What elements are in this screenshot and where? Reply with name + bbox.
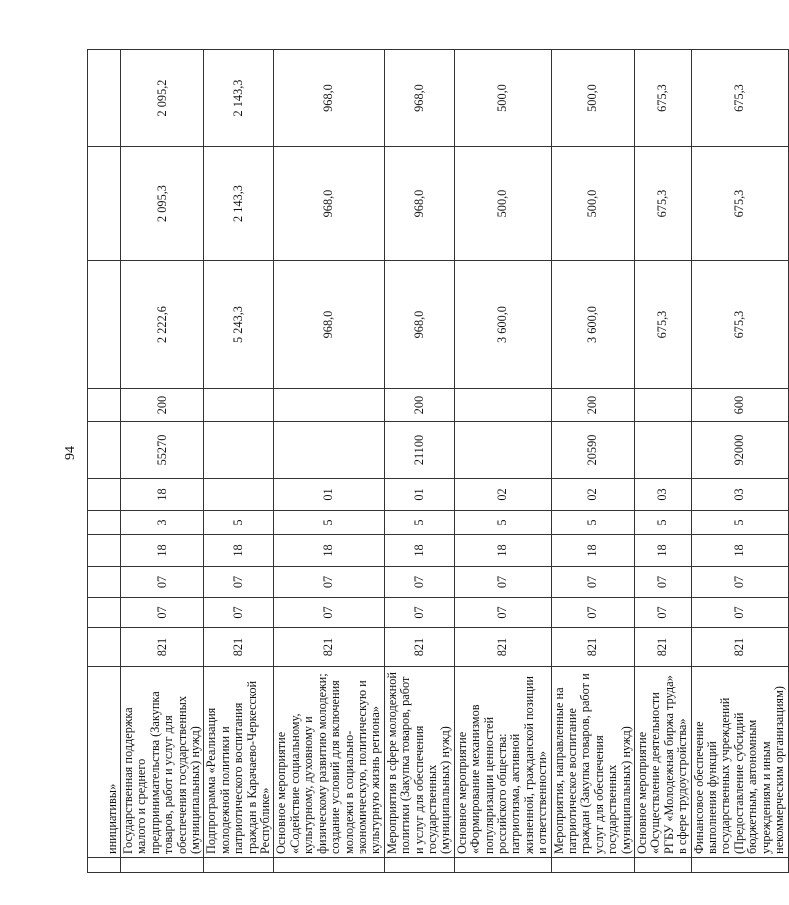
code-cell: 821: [454, 628, 551, 667]
code-cell: 18: [551, 535, 634, 567]
index-cell: [454, 858, 551, 873]
code-cell: 01: [384, 479, 454, 511]
code-cell: 07: [274, 567, 384, 598]
code-cell: 07: [635, 598, 692, 628]
amount-cell: 5 243,3: [204, 261, 274, 389]
amount-cell: 2 143,3: [204, 50, 274, 147]
code-cell: 821: [635, 628, 692, 667]
code-cell: [454, 389, 551, 422]
code-cell: 55270: [121, 422, 204, 479]
index-cell: [551, 858, 634, 873]
index-cell: [691, 858, 788, 873]
table-row: [274, 50, 384, 873]
amount-cell: 675,3: [635, 147, 692, 261]
code-cell: [635, 422, 692, 479]
code-cell: 07: [204, 598, 274, 628]
code-cell: 07: [691, 598, 788, 628]
code-cell: 07: [121, 598, 204, 628]
amount-cell: 500,0: [551, 147, 634, 261]
table-row: [691, 50, 788, 873]
amount-cell: 968,0: [384, 261, 454, 389]
code-cell: [204, 479, 274, 511]
amount-cell: 675,3: [635, 261, 692, 389]
code-cell: 07: [454, 598, 551, 628]
row-description: Подпрограмма «Реализация молодежной политики и патриотического воспитания граждан в Карачаево-Черкесской Республике»: [204, 667, 274, 858]
code-cell: 03: [635, 479, 692, 511]
amount-cell: [88, 147, 121, 261]
index-cell: [204, 858, 274, 873]
code-cell: 18: [454, 535, 551, 567]
code-cell: 5: [204, 511, 274, 535]
amount-cell: 968,0: [384, 147, 454, 261]
row-description: инициативы»: [88, 667, 121, 858]
amount-cell: 968,0: [384, 50, 454, 147]
code-cell: 92000: [691, 422, 788, 479]
amount-cell: 675,3: [691, 261, 788, 389]
amount-cell: 2 095,3: [121, 147, 204, 261]
amount-cell: 675,3: [691, 50, 788, 147]
amount-cell: 675,3: [635, 50, 692, 147]
code-cell: 5: [635, 511, 692, 535]
code-cell: 18: [204, 535, 274, 567]
table-row: [454, 50, 551, 873]
code-cell: 07: [551, 598, 634, 628]
amount-cell: 968,0: [274, 147, 384, 261]
code-cell: [88, 567, 121, 598]
code-cell: [204, 389, 274, 422]
table-row: [88, 50, 121, 873]
code-cell: [635, 389, 692, 422]
index-cell: [274, 858, 384, 873]
code-cell: 07: [551, 567, 634, 598]
amount-cell: 500,0: [551, 50, 634, 147]
row-description: Финансовое обеспечение выполнения функций государственных учреждений (Предоставление субсидий бюджетным, автономным учреждениям и иным некоммерческим организациям): [691, 667, 788, 858]
code-cell: 5: [454, 511, 551, 535]
code-cell: [88, 389, 121, 422]
code-cell: [88, 479, 121, 511]
amount-cell: 2 095,2: [121, 50, 204, 147]
amount-cell: 3 600,0: [551, 261, 634, 389]
code-cell: 821: [691, 628, 788, 667]
row-description: Государственная поддержка малого и среднего предпринимательства (Закупка товаров, работ и услуг для обеспечения государственных (муниципальных) нужд): [121, 667, 204, 858]
code-cell: 02: [454, 479, 551, 511]
table-row: [551, 50, 634, 873]
row-description: Основное мероприятие «Содействие социальному, культурному, духовному и физическому развитию молодежи; создание условий для включения молодежи в социально-экономическую, политическую и культурную жизнь региона»: [274, 667, 384, 858]
amount-cell: 2 143,3: [204, 147, 274, 261]
code-cell: 821: [384, 628, 454, 667]
index-cell: [635, 858, 692, 873]
code-cell: [88, 511, 121, 535]
amount-cell: 2 222,6: [121, 261, 204, 389]
table-row: [204, 50, 274, 873]
code-cell: 01: [274, 479, 384, 511]
table-row: [635, 50, 692, 873]
code-cell: 07: [691, 567, 788, 598]
index-cell: [384, 858, 454, 873]
row-description: Мероприятия, направленные на патриотическое воспитание граждан (Закупка товаров, работ и услуг для обеспечения государственных (муниципальных) нужд): [551, 667, 634, 858]
code-cell: 02: [551, 479, 634, 511]
rotated-table-container: [87, 50, 787, 873]
code-cell: 20590: [551, 422, 634, 479]
code-cell: 5: [551, 511, 634, 535]
row-description: Мероприятия в сфере молодежной политики (Закупка товаров, работ и услуг для обеспечения государственных (муниципальных) нужд): [384, 667, 454, 858]
code-cell: 18: [384, 535, 454, 567]
amount-cell: 968,0: [274, 261, 384, 389]
code-cell: 07: [121, 567, 204, 598]
code-cell: [88, 535, 121, 567]
code-cell: 821: [204, 628, 274, 667]
code-cell: [274, 422, 384, 479]
code-cell: 07: [204, 567, 274, 598]
code-cell: 07: [384, 598, 454, 628]
code-cell: [88, 628, 121, 667]
code-cell: 5: [691, 511, 788, 535]
code-cell: 21100: [384, 422, 454, 479]
amount-cell: 675,3: [691, 147, 788, 261]
code-cell: 5: [274, 511, 384, 535]
budget-table: [87, 49, 789, 873]
code-cell: 600: [691, 389, 788, 422]
code-cell: [88, 422, 121, 479]
index-cell: [88, 858, 121, 873]
amount-cell: 3 600,0: [454, 261, 551, 389]
code-cell: 07: [274, 598, 384, 628]
code-cell: 18: [635, 535, 692, 567]
amount-cell: 500,0: [454, 147, 551, 261]
code-cell: 07: [454, 567, 551, 598]
index-cell: [121, 858, 204, 873]
code-cell: 18: [691, 535, 788, 567]
amount-cell: [88, 50, 121, 147]
row-description: Основное мероприятие «Осуществление деятельности РГБУ «Молодежная биржа труда» в сфере трудоустройства»: [635, 667, 692, 858]
amount-cell: 968,0: [274, 50, 384, 147]
code-cell: 200: [551, 389, 634, 422]
code-cell: [274, 389, 384, 422]
row-description: Основное мероприятие «Формирование механизмов популяризации ценностей российского общества: патриотизма, активной жизненной, гражданской позиции и ответственности»: [454, 667, 551, 858]
code-cell: 18: [121, 535, 204, 567]
code-cell: 821: [121, 628, 204, 667]
code-cell: 5: [384, 511, 454, 535]
amount-cell: [88, 261, 121, 389]
code-cell: 18: [121, 479, 204, 511]
code-cell: 07: [635, 567, 692, 598]
code-cell: [88, 598, 121, 628]
page-number: 94: [63, 446, 78, 460]
code-cell: 07: [384, 567, 454, 598]
code-cell: 200: [384, 389, 454, 422]
code-cell: 200: [121, 389, 204, 422]
code-cell: 3: [121, 511, 204, 535]
code-cell: [204, 422, 274, 479]
code-cell: [454, 422, 551, 479]
table-row: [121, 50, 204, 873]
code-cell: 821: [551, 628, 634, 667]
table-row: [384, 50, 454, 873]
amount-cell: 500,0: [454, 50, 551, 147]
code-cell: 03: [691, 479, 788, 511]
code-cell: 821: [274, 628, 384, 667]
code-cell: 18: [274, 535, 384, 567]
